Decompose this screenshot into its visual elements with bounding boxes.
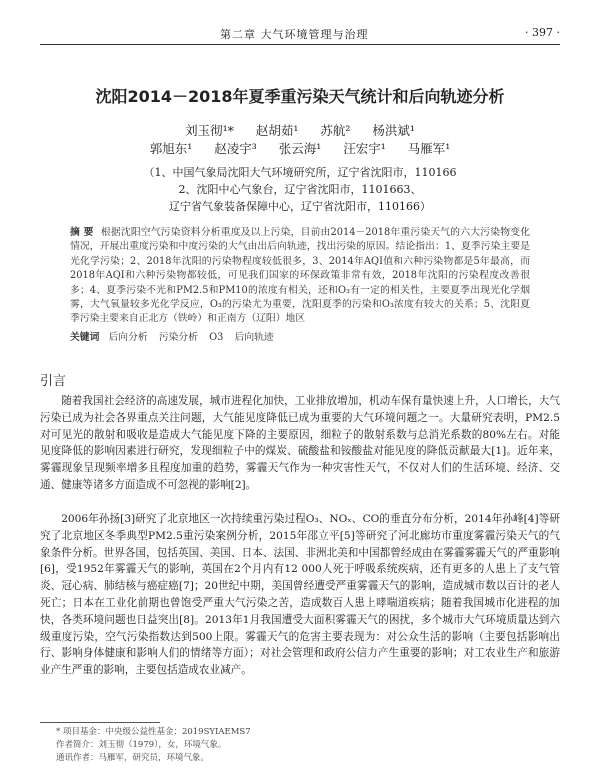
abstract-text: 根据沈阳空气污染资料分析重度及以上污染，目前由2014－2018年重污染天气的六大污染物变化情况，开展出重度污染和中度污染的大气由出后向轨迹，找出污染的原因。结论指出：1、夏季污染主要是光化学污染；2、2018年沈阳的污染物程度较低很多，3、2014年AQI值和六种污染物都是5年最高，而2018年AQI和六种污染物都较低，可见我们国家的环保政策非常有效，2018年沈阳的污染程度改善很多；4、夏季污染不光和PM2.5和PM10的浓度有相关，还和O₃有一定的相关性，主要夏季出现光化学烟雾，大气氧量较多光化学反应，O₃的污染尤为重要，沈阳夏季的污染和O₃浓度有较大的关系；5、沈阳夏季污染主要来自正北方（铁岭）和正南方（辽阳）地区 [70,227,530,325]
authors-line-1 [0,121,600,139]
author: 张云海¹ [278,141,322,156]
author: 刘玉彻¹* [185,123,234,138]
page-header [40,24,560,46]
keywords [70,329,530,343]
keyword: 后向轨迹 [234,332,274,343]
affiliation: （1、中国气象局沈阳大气环境研究所，辽宁省沈阳市，110166 [143,166,457,179]
body-paragraph [40,511,560,679]
footnote-rule [40,722,160,723]
header-rule [40,44,560,45]
author: 杨洪斌¹ [372,123,415,138]
running-header: 第二章 大气环境管理与治理 [220,28,369,41]
keyword: O3 [209,332,224,343]
author: 赵凌宇³ [214,141,257,156]
paragraph-text: 2006年孙扬[3]研究了北京地区一次持续重污染过程O₃、NOₓ、CO的垂直分布分析，2014年孙峰[4]等研究了北京地区冬季典型PM2.5重污染案例分析，2015年邵立平[5]等研究了河北廊坊市重度雾霾污染天气的气象条件分析。世界各国，包括英国、美国、日本、法国、非洲北美和中国都曾经成由在雾霾雾霾天气的严重影响[6]，受1952年雾霾天气的影响，英国在2个月内有12 000人死于呼吸系统疾病，还有更多的人患上了支气管炎、冠心病、肺结核与癌症癌[7]；20世纪中期，美国曾经遭受严重雾霾天气的影响，造成城市数以百计的老人死亡；日本在工业化前期也曾饱受严重大气污染之苦，造成数百人患上哮喘道疾病；随着我国城市化进程的加快，各类环境问题也日益突出[8]。2013年1月我国遭受大面积雾霾天气的困扰，多个城市大气环境质量达到六级重度污染，空气污染指数达到500上限。雾霾天气的危害主要表现为：对公众生活的影响（主要包括影响出行、影响身体健康和影响人们的情绪等方面）；对社会管理和政府公信力产生重要的影响；对工农业生产和旅游业产生严重的影响，主要包括造成农业减产。 [40,513,560,677]
affiliation: 2、沈阳中心气象台，辽宁省沈阳市，1101663、 [178,183,422,196]
footnote: 作者简介：刘玉彻（1979），女，环境气象。 [56,739,227,750]
authors-line-2 [0,139,600,157]
author: 赵胡茹¹ [255,123,299,138]
author: 郭旭东¹ [149,141,193,156]
paragraph-text: 随着我国社会经济的高速发展，城市进程化加快，工业排放增加，机动车保有量快速上升，人口增长，大气污染已成为社会各界重点关注问题，大气能见度降低已成为重要的大气环境问题之一。大量研究表明，PM2.5对可见光的散射和吸收是造成大气能见度下降的主要原因，细粒子的散射系数与总消光系数的80%左右。对能见度降低的影响因素进行研究，发现细粒子中的煤炭、硫酸盐和铵酸盐对能见度的降低贡献最大[1]。近年来，雾霾现象呈现频率增多且程度加重的趋势，雾霾天气作为一种灾害性天气，不仅对人们的生活环境、经济、交通、健康等诸多方面造成不可忽视的影响[2]。 [40,395,560,491]
keyword: 后向分析 [108,332,148,343]
affiliation: 辽宁省气象装备保障中心，辽宁省沈阳市，110166） [169,200,431,213]
author: 马雁军¹ [407,141,451,156]
footnote: 通讯作者：马雁军，研究员，环境气象。 [56,752,210,763]
paper-title: 沈阳2014－2018年夏季重污染天气统计和后向轨迹分析 [95,87,505,106]
author: 汪宏宇¹ [343,141,386,156]
footnote: * 项目基金：中央级公益性基金：2019SYIAEMS7 [56,727,251,737]
section-heading: 引言 [40,374,67,389]
abstract [70,226,530,327]
keyword: 污染分析 [158,332,199,343]
keywords-label: 关键词 [70,332,100,343]
author: 苏航² [320,123,351,138]
abstract-label: 摘 要 [70,227,94,238]
body-paragraph [40,393,560,494]
footnotes [56,726,251,764]
page-number: · 397 · [525,26,560,39]
